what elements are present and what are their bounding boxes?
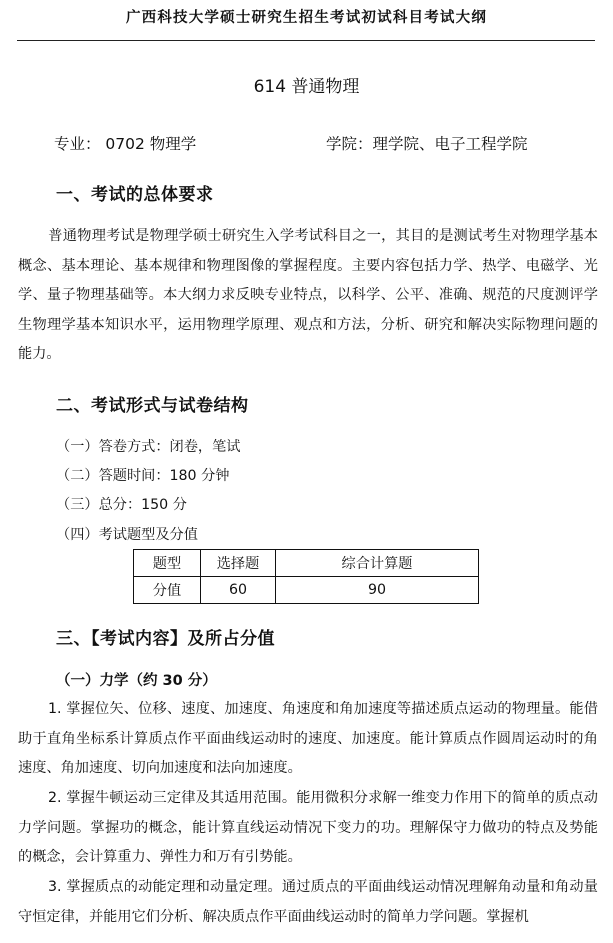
score-table bbox=[133, 549, 479, 604]
table-cell-score-label: 分值 bbox=[134, 577, 201, 604]
table-cell-choice-score: 60 bbox=[201, 577, 276, 604]
table-cell-calculation-score: 90 bbox=[276, 577, 479, 604]
header-divider bbox=[17, 40, 595, 41]
mechanics-paragraph-1-text: 1. 掌握位矢、位移、速度、加速度、角速度和角加速度等描述质点运动的物理量。能借助于直角坐标系计算质点作平面曲线运动时的速度、加速度。能计算质点作圆周运动时的角速度、角加速度、切向加速度和法向加速度。 bbox=[18, 701, 598, 776]
table-row bbox=[134, 577, 479, 604]
major-info: 专业： 0702 物理学 bbox=[54, 135, 197, 153]
table-header-row bbox=[134, 550, 479, 577]
list-item-total-score: （三）总分：150 分 bbox=[56, 497, 187, 513]
page-header: 广西科技大学硕士研究生招生考试初试科目考试大纲 bbox=[125, 9, 488, 26]
list-item-answer-mode: （一）答卷方式：闭卷，笔试 bbox=[56, 439, 241, 455]
table-cell-calculation-label: 综合计算题 bbox=[276, 550, 479, 577]
general-requirements-paragraph bbox=[18, 222, 598, 370]
mechanics-paragraph-2 bbox=[18, 784, 598, 873]
table-cell-choice-label: 选择题 bbox=[201, 550, 276, 577]
mechanics-paragraph-2-text: 2. 掌握牛顿运动三定律及其适用范围。能用微积分求解一维变力作用下的简单的质点动力学问题。掌握功的概念，能计算直线运动情况下变力的功。理解保守力做功的特点及势能的概念，会计算重力、弹性力和万有引势能。 bbox=[18, 790, 598, 865]
table-cell-question-type-label: 题型 bbox=[134, 550, 201, 577]
section-heading-exam-format: 二、考试形式与试卷结构 bbox=[56, 396, 249, 416]
subsection-heading-mechanics: （一）力学（约 30 分） bbox=[56, 673, 217, 689]
section-heading-exam-content: 三、【考试内容】及所占分值 bbox=[56, 629, 275, 649]
section-heading-general-requirements: 一、考试的总体要求 bbox=[56, 185, 214, 205]
list-item-answer-time: （二）答题时间：180 分钟 bbox=[56, 468, 230, 484]
mechanics-paragraph-3 bbox=[18, 873, 598, 932]
document-title: 614 普通物理 bbox=[253, 77, 360, 97]
list-item-question-types: （四）考试题型及分值 bbox=[56, 527, 198, 543]
general-requirements-text: 普通物理考试是物理学硕士研究生入学考试科目之一，其目的是测试考生对物理学基本概念、基本理论、基本规律和物理图像的掌握程度。主要内容包括力学、热学、电磁学、光学、量子物理基础等。本大纲力求反映专业特点，以科学、公平、准确、规范的尺度测评学生物理学基本知识水平，运用物理学原理、观点和方法，分析、研究和解决实际物理问题的能力。 bbox=[18, 228, 598, 362]
mechanics-paragraph-3-text: 3. 掌握质点的动能定理和动量定理。通过质点的平面曲线运动情况理解角动量和角动量守恒定律，并能用它们分析、解决质点作平面曲线运动时的简单力学问题。掌握机 bbox=[18, 879, 598, 925]
mechanics-paragraph-1 bbox=[18, 695, 598, 784]
college-info: 学院：理学院、电子工程学院 bbox=[326, 135, 528, 153]
